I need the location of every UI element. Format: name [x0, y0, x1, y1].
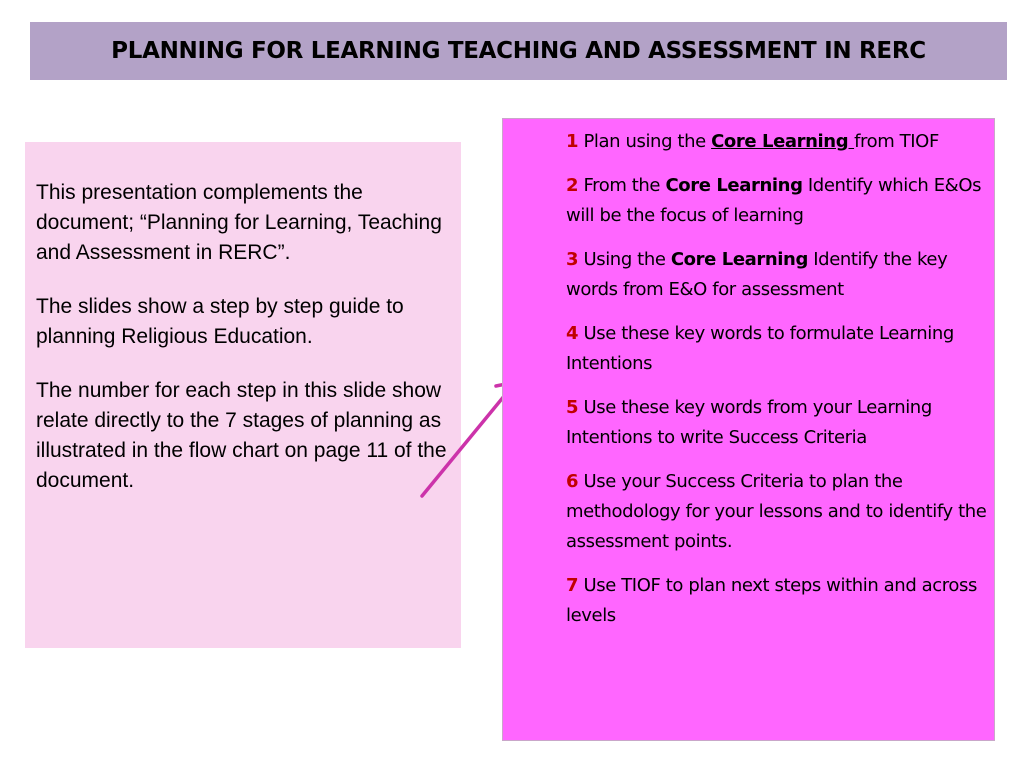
step-2: [566, 171, 988, 231]
step-text: Plan using the: [583, 131, 712, 152]
step-6: [566, 467, 988, 557]
step-text: From the: [583, 175, 666, 196]
step-text: Use TIOF to plan next steps within and across levels: [566, 575, 977, 626]
step-number: 4: [566, 323, 579, 344]
step-number: 7: [566, 575, 579, 596]
step-3: [566, 245, 988, 305]
core-learning-label: Core Learning: [670, 249, 808, 270]
step-text: Use these key words from your Learning Intentions to write Success Criteria: [566, 397, 932, 448]
step-text: Use your Success Criteria to plan the methodology for your lessons and to identify the assessment points.: [566, 471, 987, 552]
step-text: Identify the key words from E&O for assessment: [566, 249, 948, 300]
step-text: from TIOF: [854, 131, 939, 152]
step-1: [566, 127, 988, 157]
step-number: 6: [566, 471, 579, 492]
step-5: [566, 393, 988, 453]
steps-box: [502, 118, 995, 741]
title-bar: [30, 22, 1007, 80]
core-learning-label: Core Learning: [711, 131, 855, 152]
intro-paragraph-1: This presentation complements the document; “Planning for Learning, Teaching and Assessment in RERC”.: [36, 181, 442, 264]
step-number: 2: [566, 175, 579, 196]
step-text: Use these key words to formulate Learning Intentions: [566, 323, 954, 374]
step-number: 1: [566, 131, 579, 152]
step-number: 3: [566, 249, 579, 270]
intro-paragraph-2: The slides show a step by step guide to planning Religious Education.: [36, 295, 404, 348]
slide-title: PLANNING FOR LEARNING TEACHING AND ASSESSMENT IN RERC: [111, 38, 926, 64]
step-text: Using the: [583, 249, 671, 270]
intro-box: [25, 142, 461, 648]
core-learning-label: Core Learning: [665, 175, 803, 196]
step-number: 5: [566, 397, 579, 418]
intro-paragraph-3: The number for each step in this slide show relate directly to the 7 stages of planning as illustrated in the flow chart on page 11 of the document.: [36, 379, 447, 492]
step-4: [566, 319, 988, 379]
step-7: [566, 571, 988, 631]
step-text: Identify which E&Os will be the focus of learning: [566, 175, 982, 226]
